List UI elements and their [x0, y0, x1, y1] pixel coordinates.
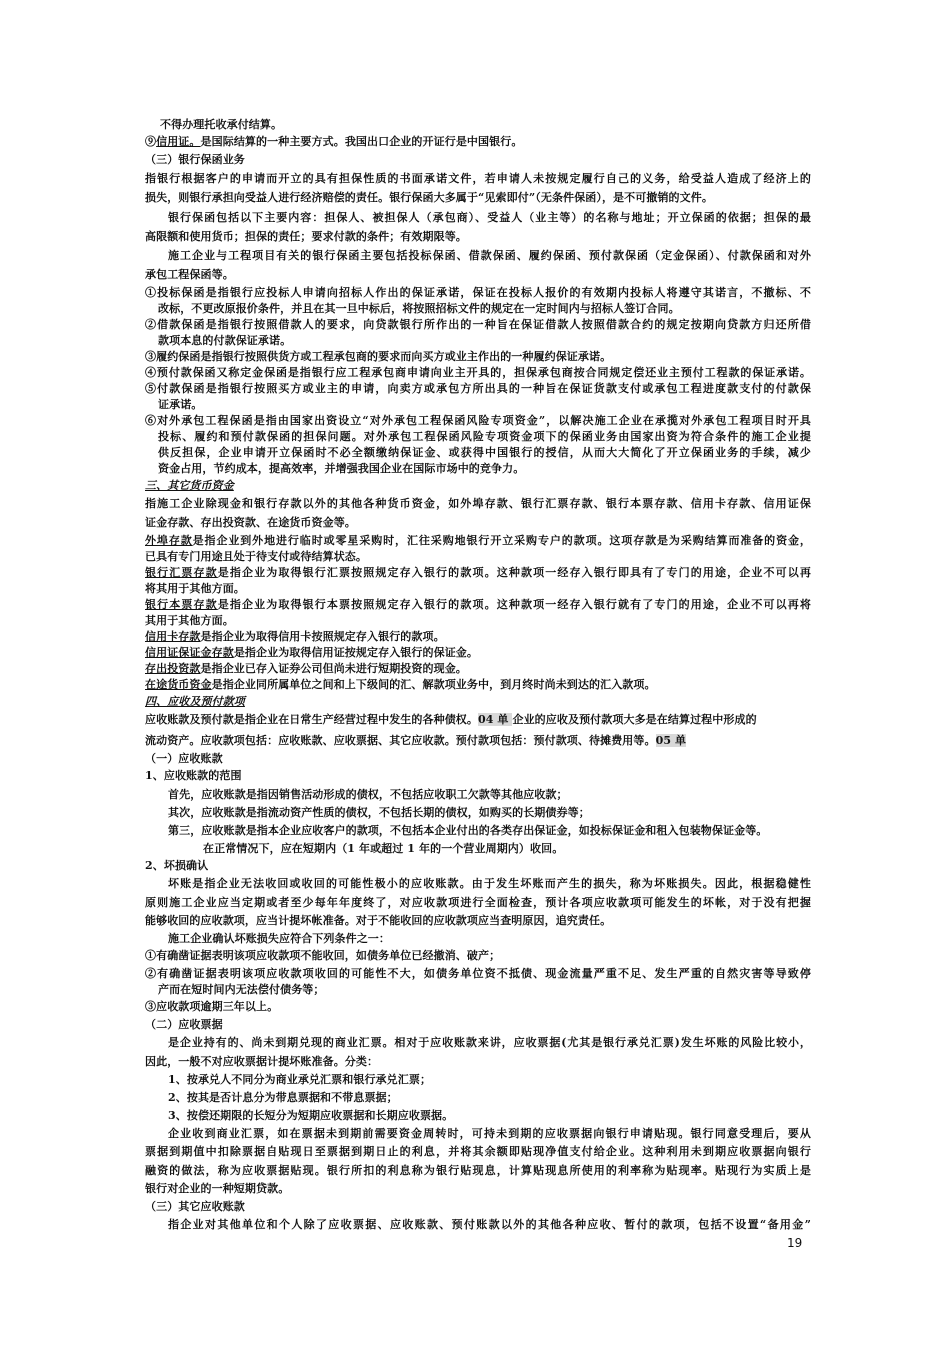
text-line [145, 1055, 811, 1071]
section-heading: 四、应收及预付款项 [145, 695, 245, 708]
text-line [145, 172, 811, 188]
text-line [145, 534, 811, 550]
term-label: 信用证保证金存款 [145, 646, 234, 659]
text-segment: 银行保函包括以下主要内容：担保人、被担保人（承包商）、受益人（业主等）的名称与地址；开立保函的依据；担保的最 [168, 211, 811, 224]
text-segment: 原则施工企业应当定期或者至少每年年度终了，对应收款项进行全面检查，预计各项应收款项可能发生的坏帐，对于没有把握 [145, 896, 811, 909]
text-segment: 是国际结算的一种主要方式。我国出口企业的开证行是中国银行。 [200, 135, 523, 148]
text-line [145, 695, 811, 711]
text-segment: ①投标保函是指银行应投标人申请向招标人作出的保证承诺，保证在投标人报价的有效期内投标人将遵守其诺言，不撤标、不 [145, 286, 811, 299]
text-segment: 是指企业为取得银行本票按照规定存入银行的款项。这种款项一经存入银行就有了专门的用途，企业不可以再将 [217, 598, 811, 611]
text-line [145, 949, 811, 965]
text-segment: 2、坏损确认 [145, 859, 209, 872]
text-line [168, 932, 811, 948]
term-label: 信用证。 [156, 135, 201, 148]
text-line [145, 896, 811, 912]
text-segment: 1、按承兑人不同分为商业承兑汇票和银行承兑汇票； [168, 1073, 432, 1086]
term-label: 银行汇票存款 [145, 566, 218, 579]
text-line [145, 516, 811, 532]
text-segment: 票据到期值中扣除票据自贴现日至票据到期日止的利息，并将其余额即贴现净值支付给企业。这种利用未到期应收票据向银行 [145, 1145, 811, 1158]
text-line [145, 153, 811, 169]
text-line [145, 646, 811, 662]
text-line [168, 824, 811, 840]
text-line [145, 1018, 811, 1034]
text-segment: 指施工企业除现金和银行存款以外的其他各种货币资金，如外埠存款、银行汇票存款、银行本票存款、信用卡存款、信用证保 [145, 497, 811, 510]
text-segment: ④预付款保函又称定金保函是指银行应工程承包商申请向业主开具的，担保承包商按合同规定偿还业主预付工程款的保证承诺。 [145, 366, 811, 379]
text-segment: 企业收到商业汇票，如在票据未到期前需要资金周转时，可持未到期的应收票据向银行申请贴现。银行同意受理后，要从 [168, 1127, 811, 1140]
text-segment: 2、按其是否计息分为带息票据和不带息票据； [168, 1091, 398, 1104]
text-line [145, 497, 811, 513]
term-label: 银行本票存款 [145, 598, 218, 611]
text-segment: 证承诺。 [158, 398, 203, 411]
text-line [145, 1000, 811, 1016]
text-line [168, 1218, 811, 1234]
text-segment: 是指企业为取得银行汇票按照规定存入银行的款项。这种款项一经存入银行即具有了专门的用途，企业不可以再 [217, 566, 811, 579]
text-segment: 是指企业已存入证券公司但尚未进行短期投资的现金。 [200, 662, 467, 675]
text-segment: 第三，应收账款是指本企业应收客户的款项，不包括本企业付出的各类存出保证金，如投标保证金和租入包装物保证金等。 [168, 824, 768, 837]
text-line [168, 1127, 811, 1143]
text-segment: 是指企业为取得信用卡按照规定存入银行的款项。 [200, 630, 445, 643]
text-line [145, 550, 811, 566]
text-segment: 融资的做法，称为应收票据贴现。银行所扣的利息称为银行贴现息，计算贴现息所使用的利率称为贴现率。贴现行为实质上是 [145, 1164, 811, 1177]
text-line [160, 118, 811, 134]
text-segment: 流动资产。应收款项包括：应收账款、应收票据、其它应收款。预付款项包括：预付款项、待摊费用等。 [145, 734, 656, 747]
text-segment: 高限额和使用货币；担保的责任；要求付款的条件；有效期限等。 [145, 230, 467, 243]
text-line [145, 582, 811, 598]
text-line [145, 662, 811, 678]
text-segment: ⑨ [145, 135, 157, 148]
text-segment: 承包工程保函等。 [145, 268, 234, 281]
text-line [158, 302, 811, 318]
text-line [145, 382, 811, 398]
text-segment: 将其用于其他方面。 [145, 582, 245, 595]
text-segment: 是企业持有的、尚未到期兑现的商业汇票。相对于应收账款来讲，应收票据(尤其是银行承兑汇票)发生坏账的风险比较小， [168, 1036, 811, 1049]
text-segment: （二）应收票据 [145, 1018, 223, 1031]
text-line [145, 479, 811, 495]
text-segment: 已具有专门用途且处于待支付或待结算状态。 [145, 550, 367, 563]
text-line [168, 211, 811, 227]
text-segment: ②借款保函是指银行按照借款人的要求，向贷款银行所作出的一种旨在保证借款人按照借款合约的规定按期向贷款方归还所借 [145, 318, 811, 331]
text-line [145, 414, 811, 430]
text-line [158, 462, 811, 478]
text-segment: 不得办理托收承付结算。 [160, 118, 283, 131]
text-line [158, 398, 811, 414]
text-line [145, 366, 811, 382]
text-line [168, 1073, 811, 1089]
text-line [158, 430, 811, 446]
text-segment: 是指企业到外地进行临时或零星采购时，汇往采购地银行开立采购专户的款项。这项存款是为采购结算而准备的资金， [192, 534, 811, 547]
text-line [145, 268, 811, 284]
text-segment: 供反担保，企业申请开立保函时不必全额缴纳保证金、或获得中国银行的授信，从而大大简化了开立保函业务的手续，减少 [158, 446, 811, 459]
text-line [145, 734, 811, 750]
text-segment: ②有确凿证据表明该项应收款项收回的可能性不大，如债务单位资不抵债、现金流量严重不足、发生严重的自然灾害等导致停 [145, 967, 811, 980]
text-segment: 指企业对其他单位和个人除了应收票据、应收账款、预付账款以外的其他各种应收、暂付的款项，包括不设置“备用金” [168, 1218, 811, 1231]
term-label: 在途货币资金 [145, 678, 212, 691]
text-line [145, 769, 811, 785]
text-line [145, 286, 811, 302]
text-line [145, 566, 811, 582]
text-line [168, 877, 811, 893]
text-segment: 企业的应收及预付款项大多是在结算过程中形成的 [512, 713, 757, 726]
text-line [145, 191, 811, 207]
text-segment: ①有确凿证据表明该项应收款项不能收回，如债务单位已经撤消、破产； [145, 949, 501, 962]
text-line [145, 614, 811, 630]
text-segment: ③履约保函是指银行按照供货方或工程承包商的要求而向买方或业主作出的一种履约保证承诺。 [145, 350, 612, 363]
text-line [145, 1182, 811, 1198]
text-segment: （一）应收账款 [145, 752, 223, 765]
text-line [145, 678, 811, 694]
text-segment: （三）其它应收账款 [145, 1200, 245, 1213]
text-segment: 1、应收账款的范围 [145, 769, 242, 782]
text-segment: 施工企业与工程项目有关的银行保函主要包括投标保函、借款保函、履约保函、预付款保函（定金保函）、付款保函和对外 [168, 249, 811, 262]
text-segment: 在正常情况下，应在短期内（1 年或超过 1 年的一个营业周期内）收回。 [203, 842, 564, 855]
text-line [145, 1164, 811, 1180]
text-line [168, 1036, 811, 1052]
text-segment: 是指企业为取得信用证按规定存入银行的保证金。 [233, 646, 479, 659]
text-segment: 首先，应收账款是指因销售活动形成的债权，不包括应收职工欠款等其他应收款； [168, 788, 568, 801]
section-heading: 三、其它货币资金 [145, 479, 234, 492]
text-segment: 指银行根据客户的申请而开立的具有担保性质的书面承诺文件，若申请人未按规定履行自己的义务，给受益人造成了经济上的 [145, 172, 811, 185]
text-line [168, 788, 811, 804]
text-segment: 其次，应收账款是指流动资产性质的债权，不包括长期的债权，如购买的长期债券等； [168, 806, 590, 819]
text-line [158, 983, 811, 999]
text-segment: ⑥对外承包工程保函是指由国家出资设立“对外承包工程保函风险专项资金”，以解决施工企业在承揽对外承包工程项目时开具 [145, 414, 811, 427]
text-line [145, 350, 811, 366]
text-line [145, 1145, 811, 1161]
text-line [158, 446, 811, 462]
marker-tag: 05 单 [655, 734, 687, 747]
text-segment: ③应收款项逾期三年以上。 [145, 1000, 279, 1013]
text-line [145, 914, 811, 930]
text-segment: 改标，不更改原报价条件，并且在其一旦中标后，将按照招标文件的规定在一定时间内与招标人签订合同。 [158, 302, 680, 315]
text-line [145, 230, 811, 246]
text-line [145, 752, 811, 768]
text-line [168, 806, 811, 822]
text-segment: 投标、履约和预付款保函的担保问题。对外承包工程保函风险专项资金项下的保函业务由国家出资为符合条件的施工企业提 [158, 430, 811, 443]
text-line [145, 630, 811, 646]
text-line [203, 842, 811, 858]
text-segment: 损失，则银行承担向受益人进行经济赔偿的责任。银行保函大多属于“见索即付”（无条件保函），是不可撤销的文件。 [145, 191, 713, 204]
text-line [168, 1091, 811, 1107]
text-line [145, 598, 811, 614]
text-segment: 应收账款及预付款是指企业在日常生产经营过程中发生的各种债权。 [145, 713, 478, 726]
text-line [145, 1200, 811, 1216]
text-segment: 银行对企业的一种短期贷款。 [145, 1182, 290, 1195]
text-line [145, 318, 811, 334]
text-segment: 3、按偿还期限的长短分为短期应收票据和长期应收票据。 [168, 1109, 454, 1122]
marker-tag: 04 单 [478, 713, 513, 726]
text-line [168, 249, 811, 265]
text-segment: 款项本息的付款保证承诺。 [158, 334, 292, 347]
term-label: 信用卡存款 [145, 630, 201, 643]
text-segment: 因此，一般不对应收票据计提坏账准备。分类： [145, 1055, 379, 1068]
text-segment: 施工企业确认坏账损失应符合下列条件之一： [168, 932, 390, 945]
text-line [145, 967, 811, 983]
text-segment: 证金存款、存出投资款、在途货币资金等。 [145, 516, 356, 529]
text-segment: ⑤付款保函是指银行按照买方或业主的申请，向卖方或承包方所出具的一种旨在保证货款支付或承包工程进度款支付的付款保 [145, 382, 811, 395]
text-segment: （三）银行保函业务 [145, 153, 245, 166]
term-label: 存出投资款 [145, 662, 201, 675]
text-line [145, 713, 811, 729]
text-line [145, 859, 811, 875]
page-number: 19 [787, 1236, 803, 1250]
text-segment: 其用于其他方面。 [145, 614, 234, 627]
term-label: 外埠存款 [145, 534, 193, 547]
text-line [145, 135, 811, 151]
text-line [158, 334, 811, 350]
text-segment: 能够收回的应收款项，应当计提坏帐准备。对于不能收回的应收款项应当查明原因，追究责任。 [145, 914, 612, 927]
text-segment: 资金占用，节约成本，提高效率，并增强我国企业在国际市场中的竞争力。 [158, 462, 525, 475]
text-segment: 产而在短时间内无法偿付债务等； [158, 983, 325, 996]
text-segment: 坏账是指企业无法收回或收回的可能性极小的应收账款。由于发生坏账而产生的损失，称为坏账损失。因此，根据稳健性 [168, 877, 811, 890]
text-line [168, 1109, 811, 1125]
text-segment: 是指企业同所属单位之间和上下级间的汇、解款项业务中，到月终时尚未到达的汇入款项。 [211, 678, 656, 691]
